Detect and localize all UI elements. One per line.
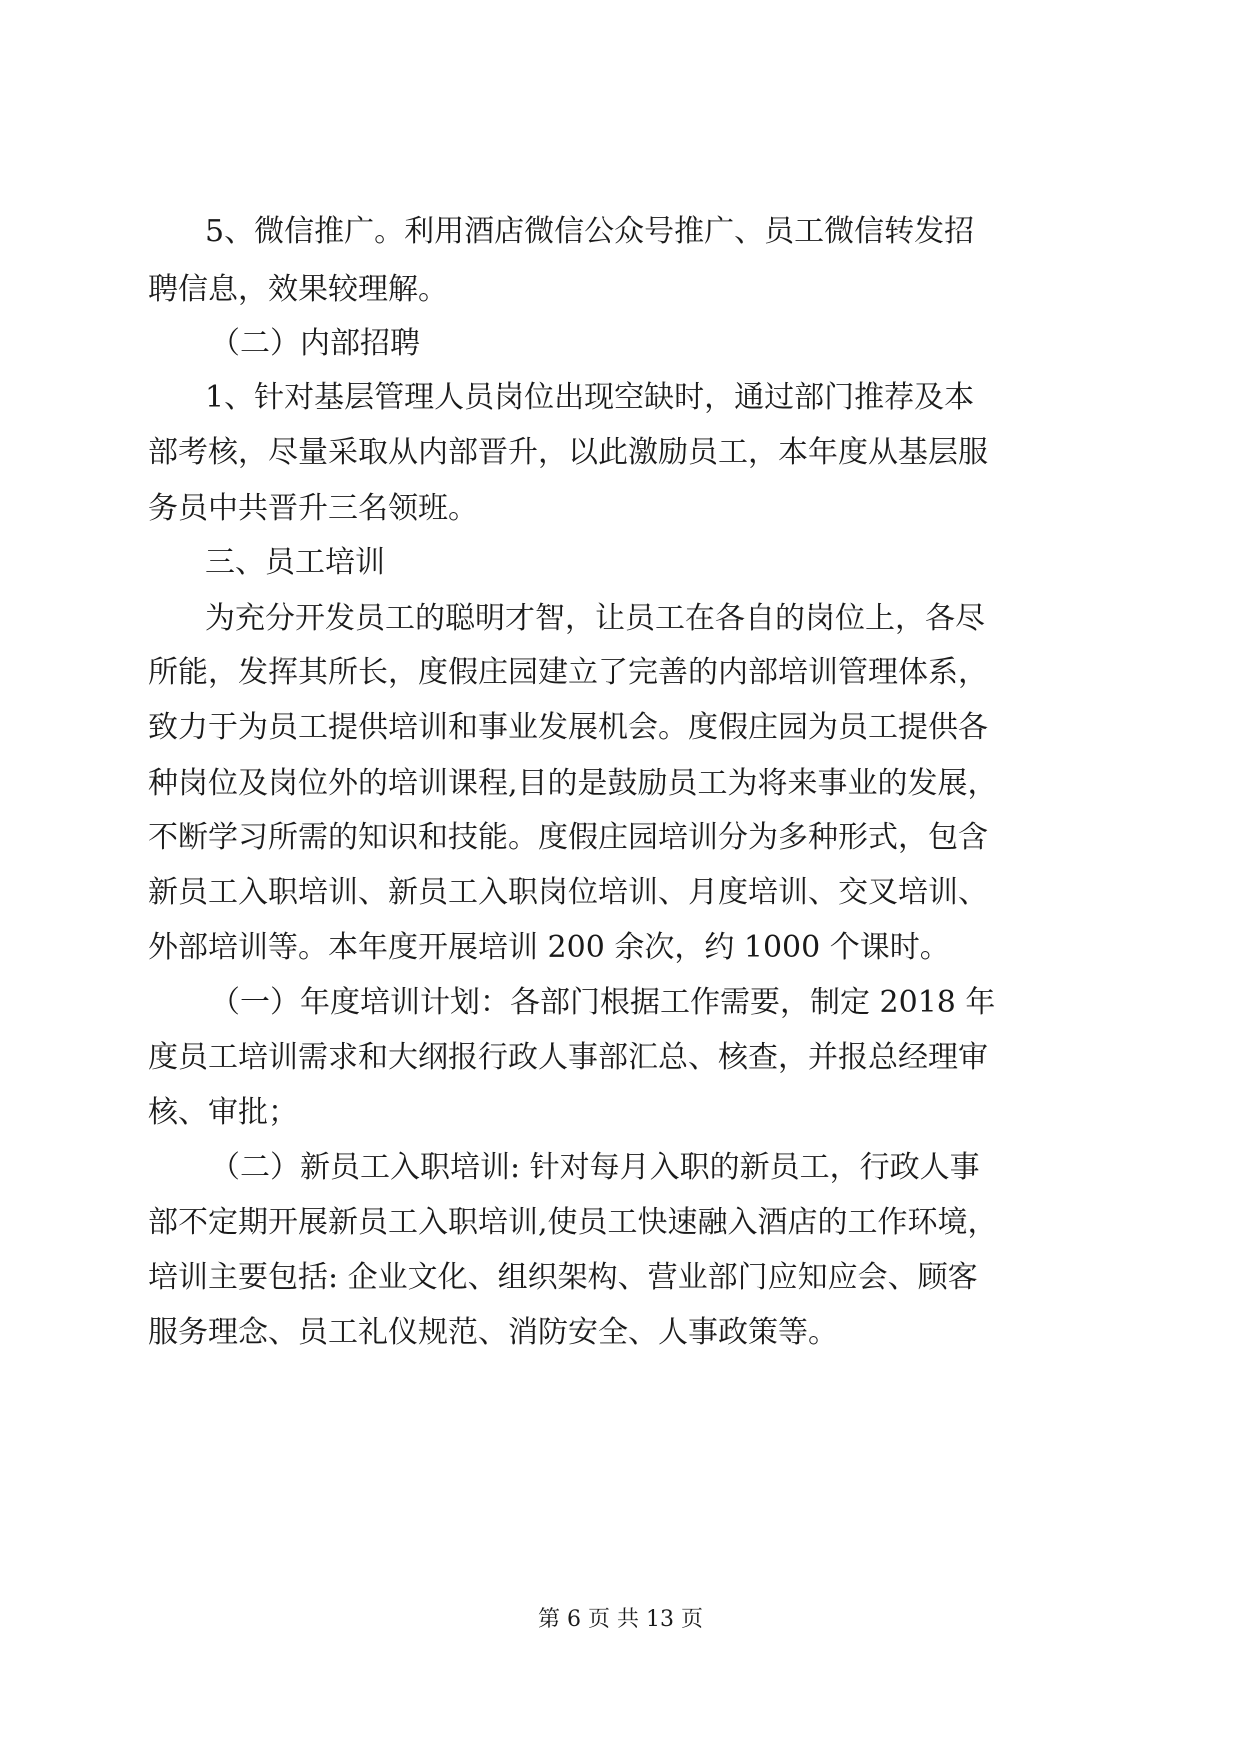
paragraph-line <box>0 764 1241 804</box>
line-text: 不断学习所需的知识和技能。度假庄园培训分为多种形式，包含 <box>148 820 988 855</box>
paragraph-line <box>0 1313 1241 1353</box>
line-text: 度员工培训需求和大纲报行政人事部汇总、核查，并报总经理审 <box>148 1040 988 1075</box>
paragraph-line <box>0 270 1241 310</box>
paragraph-line <box>0 1258 1241 1298</box>
paragraph-line <box>0 873 1241 913</box>
line-text: 核、审批； <box>148 1095 298 1130</box>
line-text: 5、微信推广。利用酒店微信公众号推广、员工微信转发招 <box>205 214 975 249</box>
section-heading <box>0 543 1241 583</box>
paragraph-line <box>0 818 1241 858</box>
line-text: 种岗位及岗位外的培训课程,目的是鼓励员工为将来事业的发展， <box>148 766 998 801</box>
line-text: 部不定期开展新员工入职培训,使员工快速融入酒店的工作环境， <box>148 1205 998 1240</box>
paragraph-line <box>0 1148 1241 1188</box>
line-text: 服务理念、员工礼仪规范、消防安全、人事政策等。 <box>148 1315 838 1350</box>
paragraph-line <box>0 378 1241 418</box>
line-text: （二）内部招聘 <box>210 326 420 361</box>
line-text: 为充分开发员工的聪明才智，让员工在各自的岗位上，各尽 <box>205 601 985 636</box>
paragraph-line <box>0 1093 1241 1133</box>
paragraph-line <box>0 653 1241 693</box>
line-text: 部考核，尽量采取从内部晋升，以此激励员工，本年度从基层服 <box>148 435 988 470</box>
paragraph-line <box>0 708 1241 748</box>
line-text: 三、员工培训 <box>205 545 385 580</box>
paragraph-line <box>0 1038 1241 1078</box>
paragraph-line <box>0 1203 1241 1243</box>
line-text: （一）年度培训计划：各部门根据工作需要，制定 2018 年 <box>210 985 996 1020</box>
line-text: 聘信息，效果较理解。 <box>148 272 448 307</box>
line-text: 务员中共晋升三名领班。 <box>148 491 478 526</box>
section-heading <box>0 324 1241 364</box>
line-text: 新员工入职培训、新员工入职岗位培训、月度培训、交叉培训、 <box>148 875 988 910</box>
line-text: 所能，发挥其所长，度假庄园建立了完善的内部培训管理体系， <box>148 655 988 690</box>
paragraph-line <box>0 212 1241 252</box>
paragraph-line <box>0 599 1241 639</box>
line-text: 培训主要包括: 企业文化、组织架构、营业部门应知应会、顾客 <box>148 1260 978 1295</box>
page-number-footer: 第 6 页 共 13 页 <box>538 1607 703 1632</box>
paragraph-line <box>0 983 1241 1023</box>
paragraph-line <box>0 928 1241 968</box>
line-text: 外部培训等。本年度开展培训 200 余次，约 1000 个课时。 <box>148 930 950 965</box>
line-text: 致力于为员工提供培训和事业发展机会。度假庄园为员工提供各 <box>148 710 988 745</box>
paragraph-line <box>0 433 1241 473</box>
paragraph-line <box>0 489 1241 529</box>
line-text: （二）新员工入职培训: 针对每月入职的新员工，行政人事 <box>210 1150 980 1185</box>
line-text: 1、针对基层管理人员岗位出现空缺时，通过部门推荐及本 <box>205 380 975 415</box>
